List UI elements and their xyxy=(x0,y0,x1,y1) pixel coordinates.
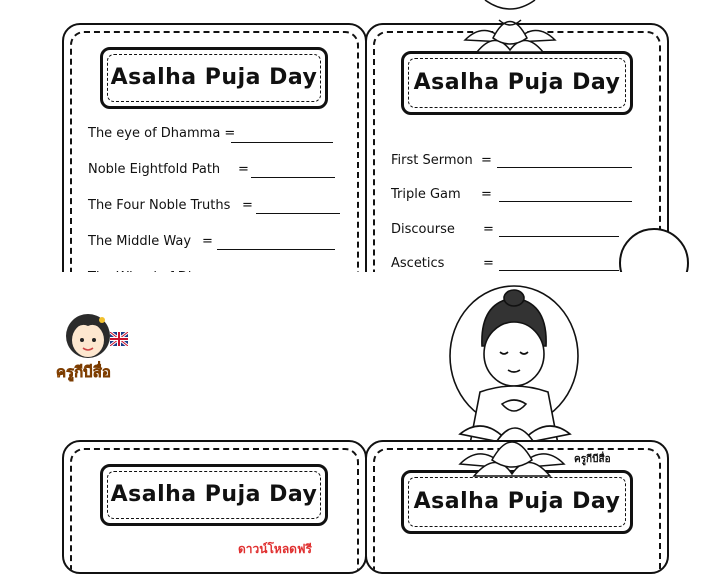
answer-line[interactable] xyxy=(497,167,632,168)
vocab-row: The eye of Dhamma = xyxy=(88,126,236,141)
answer-line[interactable] xyxy=(499,236,619,237)
teacher-logo xyxy=(52,306,132,384)
lotus-icon xyxy=(455,0,565,60)
worksheet-card-bottom-left xyxy=(62,440,367,574)
vocab-row: First Sermon = xyxy=(391,153,492,168)
vocab-row: Discourse = xyxy=(391,222,494,237)
uk-flag-icon xyxy=(110,332,128,346)
vocab-row: The Middle Way = xyxy=(88,234,213,249)
answer-line[interactable] xyxy=(217,249,335,250)
answer-line[interactable] xyxy=(499,201,632,202)
card-title: Asalha Puja Day xyxy=(100,47,328,109)
logo-text: ครูกีบีสื่อ xyxy=(56,363,111,381)
vocab-row: Noble Eightfold Path = xyxy=(88,162,249,177)
answer-line[interactable] xyxy=(251,177,335,178)
lotus-icon xyxy=(452,424,572,480)
card-title: Asalha Puja Day xyxy=(401,470,633,534)
answer-line[interactable] xyxy=(499,270,619,271)
vocab-row: Ascetics = xyxy=(391,256,494,271)
vocab-row: Triple Gam = xyxy=(391,187,492,202)
answer-line[interactable] xyxy=(231,142,333,143)
card-title: Asalha Puja Day xyxy=(401,51,633,115)
brand-label: ครูกีบีสื่อ xyxy=(574,454,611,465)
vocab-row: The Four Noble Truths = xyxy=(88,198,253,213)
card-title: Asalha Puja Day xyxy=(100,464,328,526)
watermark-text: ดาวน์โหลดฟรี xyxy=(238,542,312,556)
answer-line[interactable] xyxy=(256,213,340,214)
